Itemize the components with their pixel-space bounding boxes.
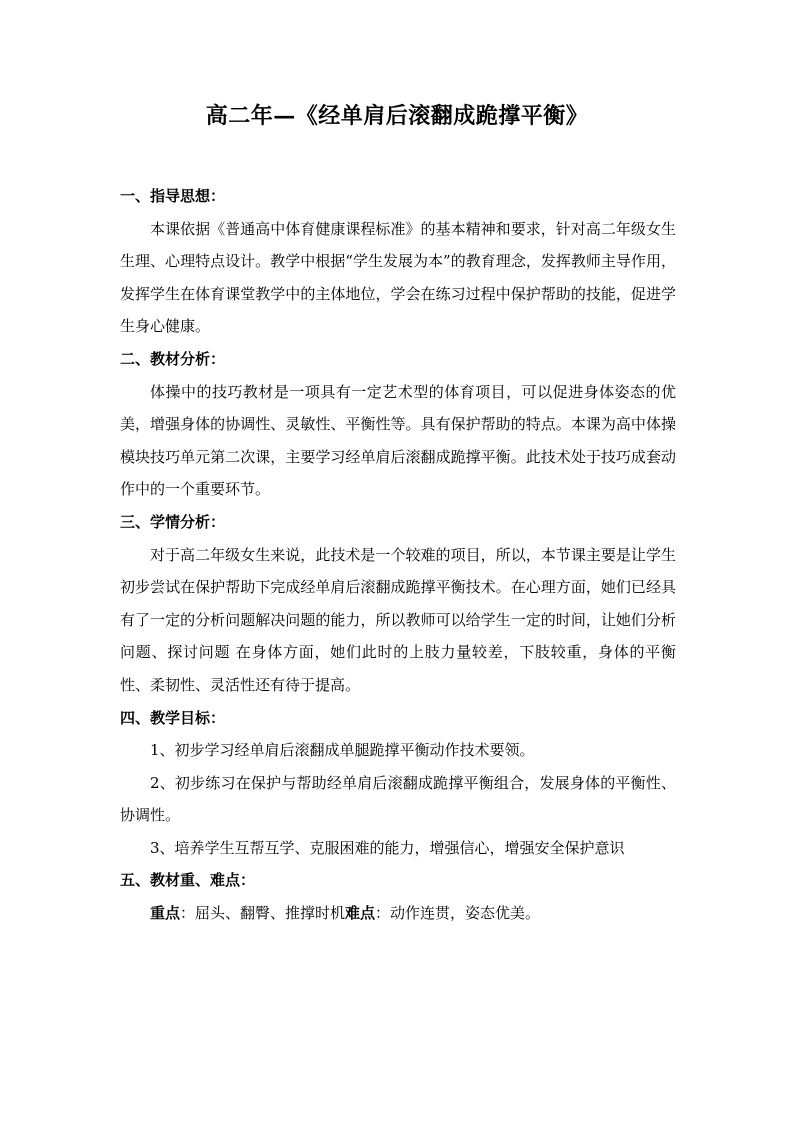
key-point-label: 重点 <box>150 904 181 923</box>
paragraph: 体操中的技巧教材是一项具有一定艺术型的体育项目，可以促进身体姿态的优美，增强身体的协调性、灵敏性、平衡性等。具有保护帮助的特点。本课为高中体操模块技巧单元第二次课，主要学习经单肩后滚翻成跪撑平衡。此技术处于技巧成套动作中的一个重要环节。 <box>120 382 676 499</box>
paragraph: 本课依据《普通高中体育健康课程标准》的基本精神和要求，针对高二年级女生生理、心理特点设计。教学中根据“学生发展为本”的教育理念，发挥教师主导作用，发挥学生在体育课堂教学中的主体地位，学会在练习过程中保护帮助的技能，促进学生身心健康。 <box>120 219 676 336</box>
section-heading: 五、教材重、难点： <box>120 871 256 890</box>
goal-item: 2、初步练习在保护与帮助经单肩后滚翻成跪撑平衡组合，发展身体的平衡性、协调性。 <box>120 773 676 825</box>
document-title: 高二年—《经单肩后滚翻成跪撑平衡》 <box>205 103 589 129</box>
key-points-line <box>120 897 676 930</box>
section-guiding-ideology <box>120 180 676 343</box>
section-heading: 四、教学目标： <box>120 708 226 727</box>
section-teaching-goals <box>120 702 676 865</box>
key-point-text: ：屈头、翻臀、推撑时机 <box>180 904 346 923</box>
difficulty-label: 难点 <box>345 904 376 923</box>
document-body <box>120 180 676 930</box>
difficulty-text: ：动作连贯，姿态优美。 <box>375 904 541 923</box>
paragraph: 对于高二年级女生来说，此技术是一个较难的项目，所以，本节课主要是让学生初步尝试在保护帮助下完成经单肩后滚翻成跪撑平衡技术。在心理方面，她们已经具有了一定的分析问题解决问题的能力，所以教师可以给学生一定的时间，让她们分析问题、探讨问题 在身体方面，她们此时的上肢力量较差，下肢较重，身体的平衡性、柔韧性、灵活性还有待于提高。 <box>120 545 676 694</box>
goal-item: 3、培养学生互帮互学、克服困难的能力，增强信心，增强安全保护意识 <box>150 838 625 857</box>
section-heading: 一、指导思想： <box>120 187 226 205</box>
section-heading: 三、学情分析： <box>120 512 226 531</box>
section-key-points <box>120 864 676 929</box>
section-material-analysis <box>120 343 676 506</box>
section-learner-analysis <box>120 506 676 702</box>
goal-item: 1、初步学习经单肩后滚翻成单腿跪撑平衡动作技术要领。 <box>150 741 535 760</box>
section-heading: 二、教材分析： <box>120 349 226 368</box>
